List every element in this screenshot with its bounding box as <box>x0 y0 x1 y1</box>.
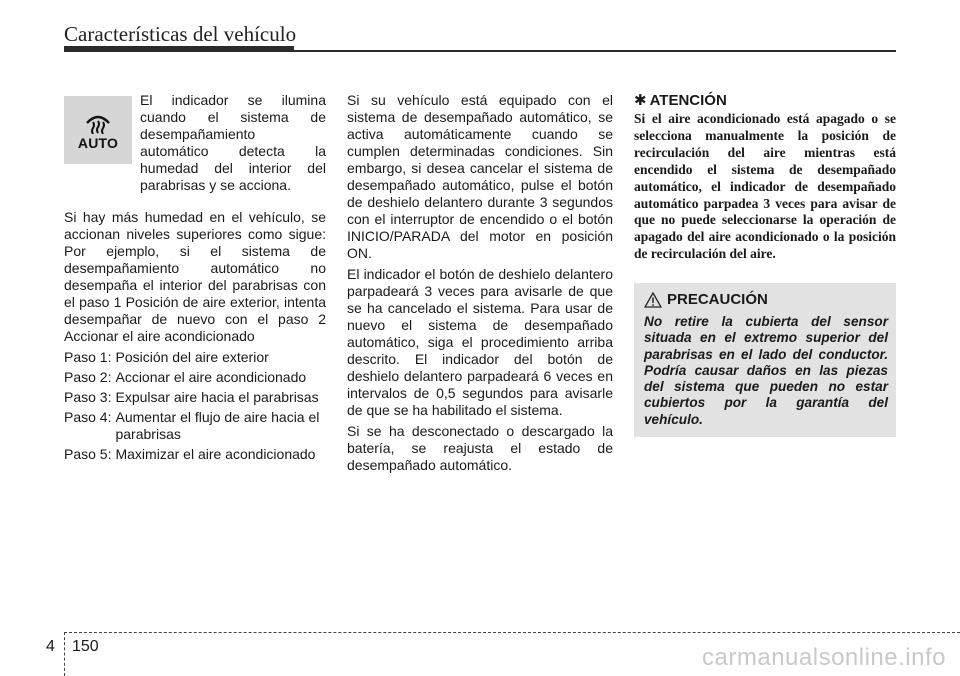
column1-paragraph: Si hay más humedad en el vehículo, se accionan niveles superiores como sigue: Por ejemplo, si el sistema de desempañamiento automático no desempaña el interior del parabrisas con el paso 1 Posición de aire exterior, intenta desempañar de nuevo con el paso 2 Accionar el aire acondicionado <box>64 209 326 344</box>
chapter-number: 4 <box>46 638 55 655</box>
column2-paragraph-2: El indicador el botón de deshielo delantero parpadeará 3 veces para avisarle de que se ha cancelado el sistema. Para usar de nuevo el sistema de desempañado automático, siga el procedimiento arriba descrito. El indicador del botón de deshielo delantero parpadeará 6 veces en intervalos de 0,5 segundos para avisarle de que se ha habilitado el sistema. <box>347 266 613 418</box>
attention-body: Si el aire acondicionado está apagado o se selecciona manualmente la posición de recirculación del aire mientras está encendido el sistema de desempañado automático, el indicador de desempañado automático parpadea 3 veces para avisar de que no puede seleccionarse la operación de apagado del aire acondicionado o la posición de recirculación del aire. <box>634 111 896 262</box>
steps-list <box>64 349 326 463</box>
footer-rule <box>64 632 960 633</box>
caution-box <box>634 283 896 437</box>
step-item: Paso 3: Expulsar aire hacia el parabrisas <box>64 389 319 405</box>
step-item: Paso 5: Maximizar el aire acondicionado <box>64 446 316 462</box>
column-2 <box>347 92 613 478</box>
header-rule-thick <box>64 46 294 52</box>
page-header-title: Características del vehículo <box>64 22 297 46</box>
column2-paragraph-1: Si su vehículo está equipado con el sistema de desempañado automático, se activa automáticamente cuando se cumplen determinadas condiciones. Sin embargo, si desea cancelar el sistema de desempañado automático, pulse el botón de deshielo delantero durante 3 segundos con el interruptor de encendido o el botón INICIO/PARADA del motor en posición ON. <box>347 92 613 261</box>
icon-description: El indicador se ilumina cuando el sistema de desempañamiento automático detecta la humedad del interior del parabrisas y se acciona. <box>140 92 326 193</box>
attention-heading <box>634 92 896 109</box>
column-1 <box>64 209 326 466</box>
caution-title: PRECAUCIÓN <box>667 291 768 308</box>
watermark: carmanualsonline.info <box>702 644 946 671</box>
column2-paragraph-3: Si se ha desconectado o descargado la batería, se reajusta el estado de desempañado automático. <box>347 423 613 473</box>
step-item: Paso 2: Accionar el aire acondicionado <box>64 369 307 385</box>
column-3 <box>634 92 896 267</box>
caution-heading <box>644 291 768 308</box>
page-number: 150 <box>72 638 99 655</box>
warning-triangle-icon <box>644 292 662 308</box>
attention-star-icon: ✱ <box>634 92 647 109</box>
footer-separator <box>64 632 65 676</box>
defrost-icon <box>84 110 112 134</box>
auto-defog-icon <box>64 96 132 164</box>
auto-icon-label: AUTO <box>77 134 119 151</box>
step-item: Paso 1: Posición del aire exterior <box>64 349 269 365</box>
header-rule-thin <box>294 50 896 52</box>
step-item: Paso 4: Aumentar el flujo de aire hacia el parabrisas <box>64 409 320 442</box>
caution-body: No retire la cubierta del sensor situada en el extremo superior del parabrisas en el lado del conductor. Podría causar daños en las piezas del sistema que pueden no estar cubiertos por la garantía del vehículo. <box>644 314 888 427</box>
attention-title: ATENCIÓN <box>649 92 727 109</box>
